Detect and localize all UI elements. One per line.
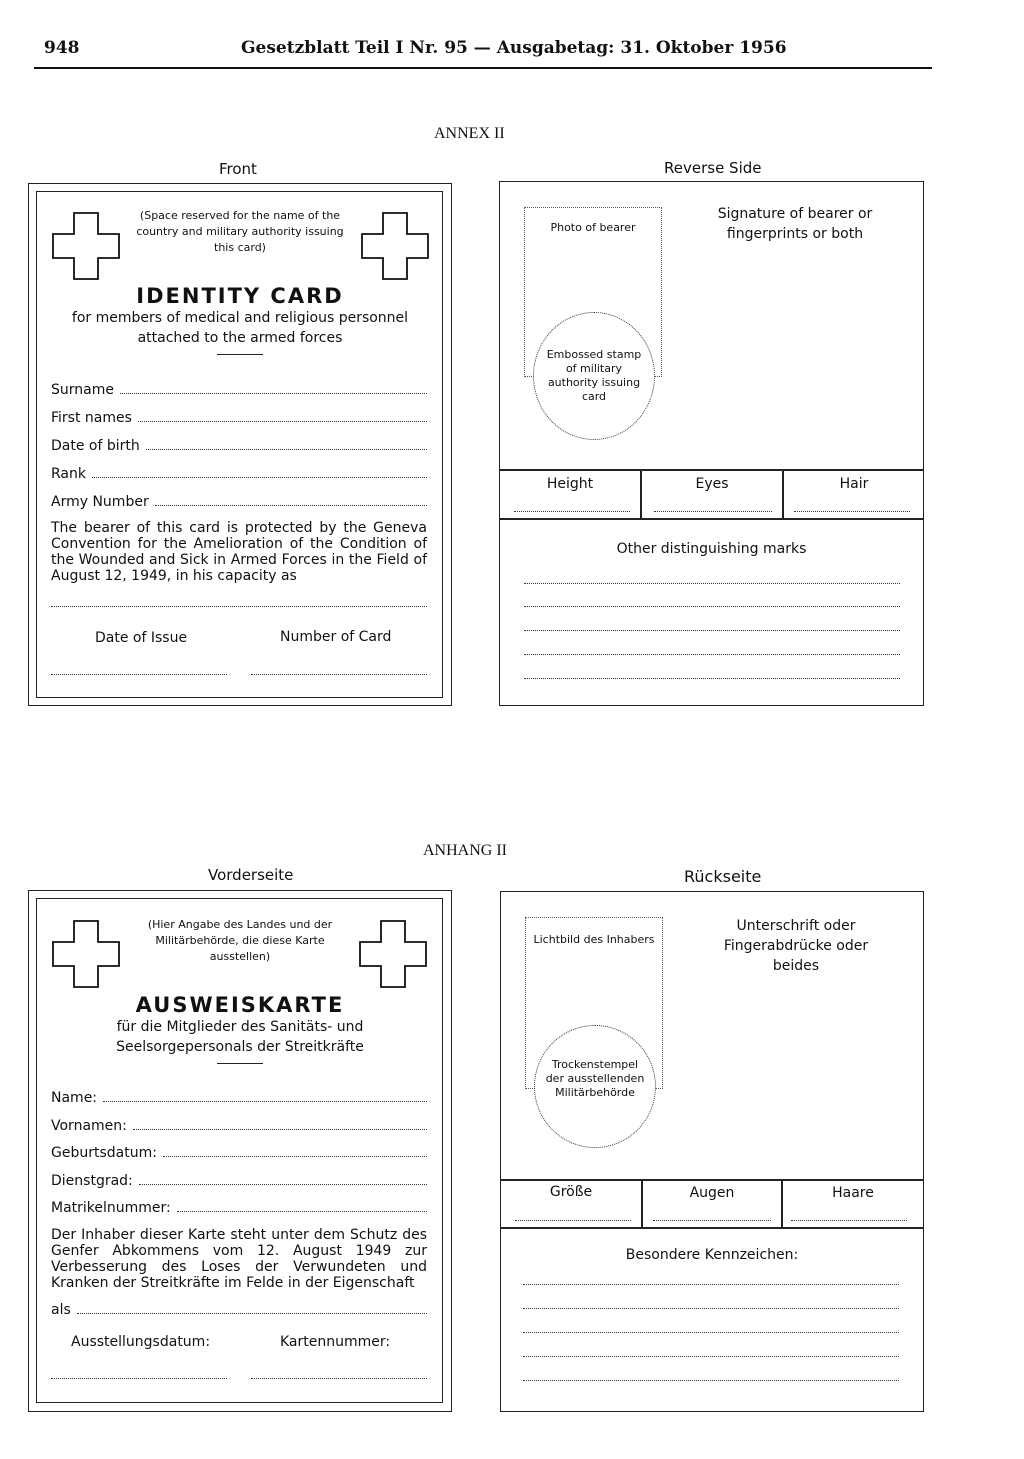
front-label-en: Front [219,160,257,178]
height-dotline [515,1220,631,1221]
red-cross-right-icon [359,920,427,988]
front-card-de [28,890,452,1412]
gazette-header-title: Gesetzblatt Teil I Nr. 95 — Ausgabetag: 31. Oktober 1956 [241,38,787,58]
red-cross-right-icon [361,212,429,280]
capacity-field: als [51,1302,427,1318]
photo-label: Lichtbild des Inhabers [533,933,655,946]
card-title: AUSWEISKARTE [135,993,345,1017]
marks-dotline [524,583,900,584]
protection-text: Der Inhaber dieser Karte steht unter dem Schutz des Genfer Abkommens vom 12. August 1949 zur Verbesserung des Loses der Verwundeten und Kranken der Streitkräfte im Felde in der Eigenschaft [51,1227,427,1291]
number-of-card-dotline [251,674,427,675]
hair-label: Hair [839,476,869,492]
card-title: IDENTITY CARD [136,284,344,308]
marks-dotline [524,678,900,679]
red-cross-left-icon [52,920,120,988]
card-subtitle: for members of medical and religious personnel attached to the armed forces [71,310,409,346]
photo-label: Photo of bearer [550,221,636,234]
marks-dotline [523,1356,899,1357]
stamp-label: Embossed stamp of military authority issuing card [546,348,642,403]
reverse-card-en [499,181,924,706]
reverse-card-de [500,891,924,1412]
number-of-card-label: Kartennummer: [280,1334,391,1350]
eyes-label: Eyes [695,476,729,492]
stamp-label: Trockenstempel der ausstellenden Militärbehörde [545,1058,645,1099]
dienstgrad-field: Dienstgrad: [51,1173,427,1189]
annex-label-en: ANNEX II [434,125,505,142]
annex-label-de: ANHANG II [423,842,507,859]
name-field: Name: [51,1090,427,1106]
date-of-issue-label: Date of Issue [95,630,188,646]
eyes-label: Augen [689,1185,735,1201]
card-subtitle: für die Mitglieder des Sanitäts- und Seelsorgepersonals der Streitkräfte [116,1019,364,1055]
surname-field: Surname [51,382,427,398]
date-of-birth-field: Date of birth [51,438,427,454]
eyes-dotline [654,511,772,512]
table-bottom-rule [500,518,923,520]
marks-dotline [524,630,900,631]
front-label-de: Vorderseite [208,866,294,884]
marks-dotline [523,1380,899,1381]
height-label: Height [546,476,594,492]
reserved-space-text: (Space reserved for the name of the country and military authority issuing this card) [136,209,344,254]
first-names-field: First names [51,410,427,426]
header-rule [34,67,932,69]
red-cross-left-icon [52,212,120,280]
eyes-dotline [653,1220,771,1221]
date-of-issue-dotline [51,674,227,675]
army-number-field: Army Number [51,494,427,510]
hair-dotline [791,1220,907,1221]
marks-dotline [523,1332,899,1333]
marks-dotline [524,654,900,655]
title-rule [217,354,263,355]
signature-label: Unterschrift oder Fingerabdrücke oder beides [723,918,869,974]
hair-dotline [794,511,910,512]
marks-dotline [523,1284,899,1285]
height-label: Größe [549,1184,593,1200]
number-of-card-label: Number of Card [280,629,392,645]
marks-dotline [523,1308,899,1309]
hair-label: Haare [832,1185,874,1201]
matrikelnummer-field: Matrikelnummer: [51,1200,427,1216]
reserved-space-text: (Hier Angabe des Landes und der Militärbehörde, die diese Karte ausstellen) [147,918,333,963]
rank-field: Rank [51,466,427,482]
table-bottom-rule [501,1227,923,1229]
vornamen-field: Vornamen: [51,1118,427,1134]
capacity-dotline [51,606,427,607]
height-dotline [514,511,630,512]
marks-dotline [524,606,900,607]
geburtsdatum-field: Geburtsdatum: [51,1145,427,1161]
date-of-issue-dotline [51,1378,227,1379]
date-of-issue-label: Ausstellungsdatum: [71,1334,211,1350]
page-number: 948 [44,38,80,58]
reverse-label-en: Reverse Side [664,159,762,177]
distinguishing-marks-label: Besondere Kennzeichen: [625,1247,799,1263]
number-of-card-dotline [251,1378,427,1379]
protection-text: The bearer of this card is protected by the Geneva Convention for the Amelioration of the Condition of the Wounded and Sick in Armed Forces in the Field of August 12, 1949, in his capacity as [51,520,427,584]
reverse-label-de: Rückseite [684,867,762,886]
table-top-rule [501,1179,923,1181]
title-rule [217,1063,263,1064]
signature-label: Signature of bearer or fingerprints or both [717,206,873,242]
table-top-rule [500,469,923,471]
distinguishing-marks-label: Other distinguishing marks [616,541,807,557]
front-card-en [28,183,452,706]
